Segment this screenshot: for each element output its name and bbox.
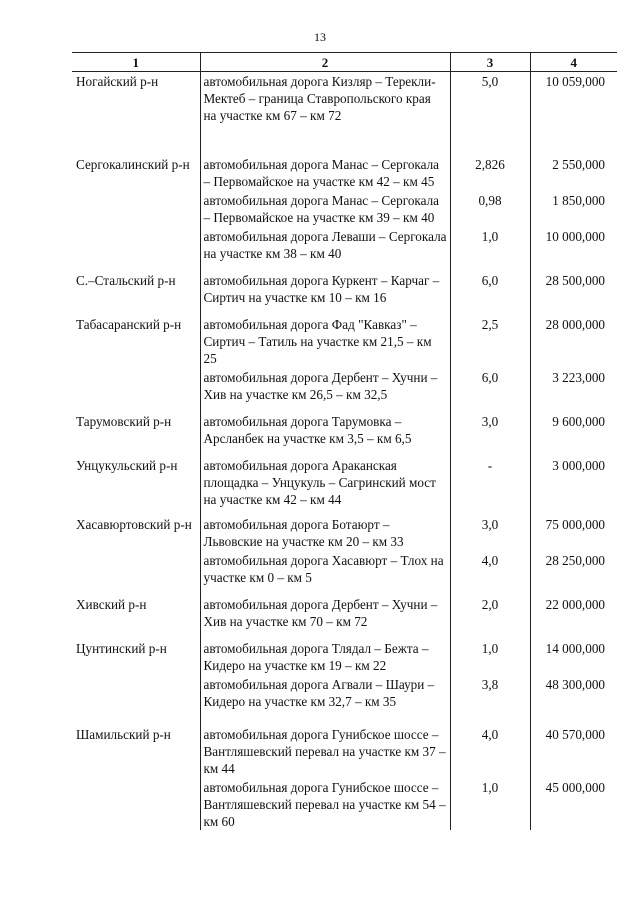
length-cell: 2,5 (450, 314, 530, 367)
road-cell: автомобильная дорога Тлядал – Бежта – Кидеро на участке км 19 – км 22 (200, 638, 450, 674)
amount-cell: 45 000,000 (530, 777, 617, 830)
district-cell: С.–Стальский р-н (76, 273, 176, 288)
length-cell: 0,98 (450, 190, 530, 226)
amount-cell: 10 059,000 (530, 72, 617, 155)
length-cell: 4,0 (450, 724, 530, 777)
amount-cell: 22 000,000 (530, 594, 617, 638)
district-cell: Шамильский р-н (76, 727, 171, 742)
amount-cell: 1 850,000 (530, 190, 617, 226)
amount-cell: 10 000,000 (530, 226, 617, 270)
length-cell: 1,0 (450, 638, 530, 674)
road-cell: автомобильная дорога Тарумовка – Арсланбек на участке км 3,5 – км 6,5 (200, 411, 450, 455)
district-cell: Табасаранский р-н (76, 317, 182, 332)
length-cell: 3,0 (450, 514, 530, 550)
district-cell (72, 367, 200, 411)
table-row (72, 674, 617, 724)
table-row (72, 550, 617, 594)
amount-cell: 2 550,000 (530, 154, 617, 190)
road-cell: автомобильная дорога Кизляр – Терекли-Мектеб – граница Ставропольского края на участке км 67 – км 72 (200, 72, 450, 155)
district-cell: Ногайский р-н (76, 74, 159, 89)
table-row (72, 455, 617, 514)
table-row (72, 314, 617, 367)
table-row (72, 270, 617, 314)
amount-cell: 28 000,000 (530, 314, 617, 367)
table-row (72, 514, 617, 550)
district-cell: Сергокалинский р-н (76, 157, 190, 172)
district-cell (72, 777, 200, 830)
length-cell: 1,0 (450, 777, 530, 830)
length-cell: 5,0 (450, 72, 530, 155)
length-cell: - (450, 455, 530, 514)
road-cell: автомобильная дорога Хасавюрт – Тлох на участке км 0 – км 5 (200, 550, 450, 594)
length-cell: 2,0 (450, 594, 530, 638)
district-cell (72, 550, 200, 594)
table-row (72, 72, 617, 155)
table-row (72, 367, 617, 411)
road-cell: автомобильная дорога Леваши – Сергокала на участке км 38 – км 40 (200, 226, 450, 270)
roads-table (72, 52, 617, 830)
road-cell: автомобильная дорога Манас – Сергокала – Первомайское на участке км 39 – км 40 (200, 190, 450, 226)
district-cell (72, 190, 200, 226)
road-cell: автомобильная дорога Фад "Кавказ" – Сиртич – Татиль на участке км 21,5 – км 25 (200, 314, 450, 367)
amount-cell: 40 570,000 (530, 724, 617, 777)
page-number: 13 (314, 30, 326, 44)
header-col-4: 4 (530, 53, 617, 72)
road-cell: автомобильная дорога Ботаюрт – Львовские на участке км 20 – км 33 (200, 514, 450, 550)
amount-cell: 28 250,000 (530, 550, 617, 594)
length-cell: 2,826 (450, 154, 530, 190)
table-body (72, 72, 617, 831)
road-cell: автомобильная дорога Дербент – Хучни – Хив на участке км 26,5 – км 32,5 (200, 367, 450, 411)
district-cell: Тарумовский р-н (76, 414, 172, 429)
amount-cell: 28 500,000 (530, 270, 617, 314)
header-col-1: 1 (72, 53, 200, 72)
amount-cell: 3 000,000 (530, 455, 617, 514)
header-col-2: 2 (200, 53, 450, 72)
table-row (72, 638, 617, 674)
length-cell: 3,0 (450, 411, 530, 455)
district-cell (72, 674, 200, 724)
amount-cell: 14 000,000 (530, 638, 617, 674)
table-row (72, 594, 617, 638)
amount-cell: 75 000,000 (530, 514, 617, 550)
header-col-3: 3 (450, 53, 530, 72)
road-cell: автомобильная дорога Араканская площадка – Унцукуль – Сагринский мост на участке км 42 – км 44 (200, 455, 450, 514)
district-cell: Хивский р-н (76, 597, 147, 612)
length-cell: 6,0 (450, 270, 530, 314)
length-cell: 3,8 (450, 674, 530, 724)
table-row (72, 411, 617, 455)
road-cell: автомобильная дорога Манас – Сергокала – Первомайское на участке км 42 – км 45 (200, 154, 450, 190)
table-row (72, 154, 617, 190)
length-cell: 4,0 (450, 550, 530, 594)
amount-cell: 48 300,000 (530, 674, 617, 724)
road-cell: автомобильная дорога Куркент – Карчаг – Сиртич на участке км 10 – км 16 (200, 270, 450, 314)
district-cell (72, 226, 200, 270)
district-cell: Цунтинский р-н (76, 641, 167, 656)
table-row (72, 190, 617, 226)
road-cell: автомобильная дорога Гунибское шоссе – Вантляшевский перевал на участке км 54 – км 60 (200, 777, 450, 830)
amount-cell: 9 600,000 (530, 411, 617, 455)
road-cell: автомобильная дорога Дербент – Хучни – Хив на участке км 70 – км 72 (200, 594, 450, 638)
road-cell: автомобильная дорога Гунибское шоссе – Вантляшевский перевал на участке км 37 – км 44 (200, 724, 450, 777)
table-row (72, 724, 617, 777)
table-row (72, 777, 617, 830)
district-cell: Хасавюртовский р-н (76, 517, 192, 532)
length-cell: 1,0 (450, 226, 530, 270)
table-header-row (72, 53, 617, 72)
amount-cell: 3 223,000 (530, 367, 617, 411)
table-row (72, 226, 617, 270)
length-cell: 6,0 (450, 367, 530, 411)
road-cell: автомобильная дорога Агвали – Шаури – Кидеро на участке км 32,7 – км 35 (200, 674, 450, 724)
district-cell: Унцукульский р-н (76, 458, 178, 473)
